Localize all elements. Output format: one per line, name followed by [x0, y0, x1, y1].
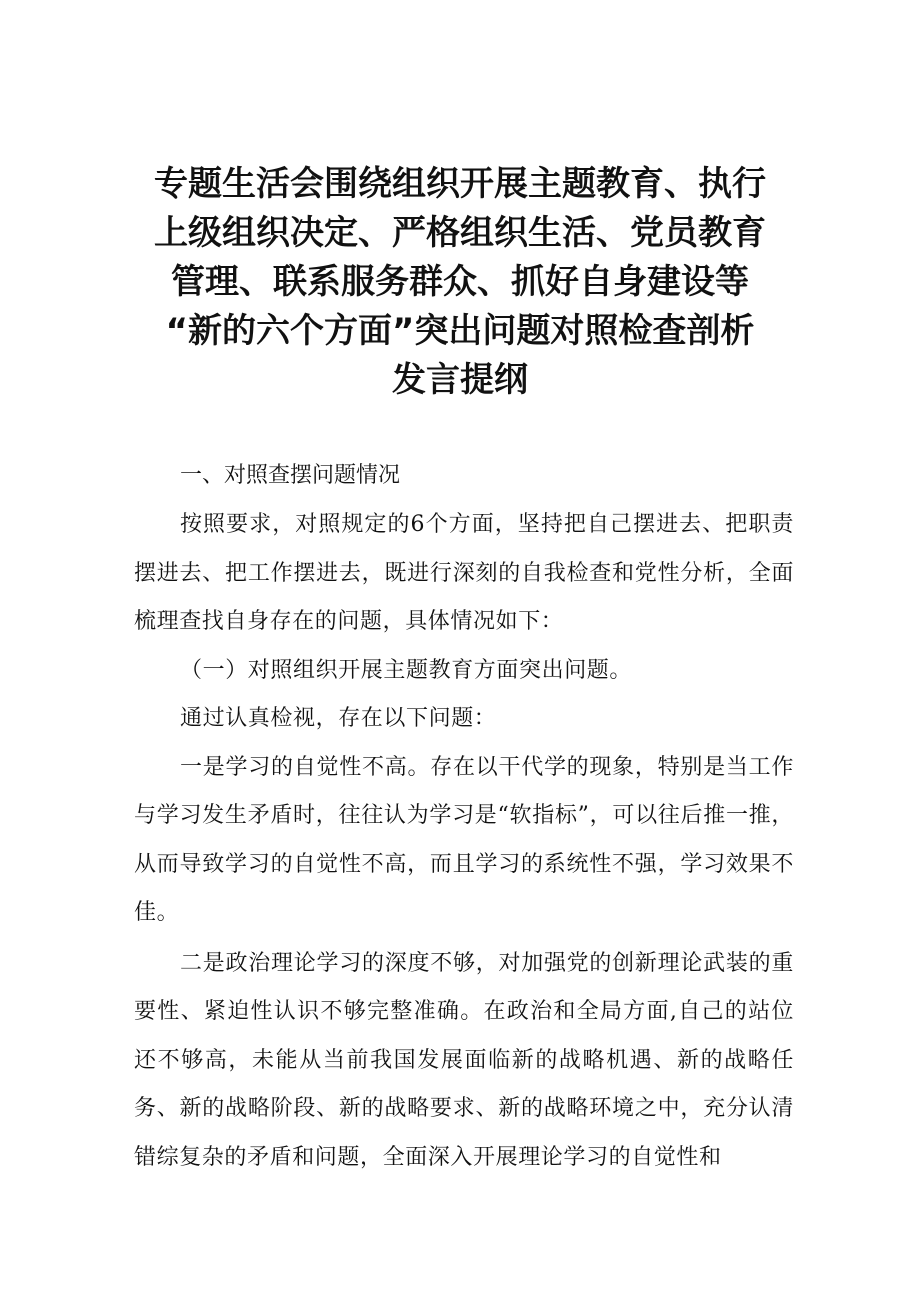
intro-paragraph: 按照要求，对照规定的6个方面，坚持把自己摆进去、把职责摆进去、把工作摆进去，既进行深刻的自我检查和党性分析，全面梳理查找自身存在的问题，具体情况如下：	[134, 512, 794, 634]
title-line-2: 上级组织决定、严格组织生活、党员教育	[154, 213, 766, 253]
lead-in-paragraph: 通过认真检视，存在以下问题：	[180, 706, 497, 731]
document-title	[120, 160, 800, 405]
subsection-heading: （一）对照组织开展主题教育方面突出问题。	[180, 657, 633, 683]
title-line-1: 专题生活会围绕组织开展主题教育、执行	[154, 164, 766, 204]
point-two-paragraph: 二是政治理论学习的深度不够，对加强党的创新理论武装的重要性、紧迫性认识不够完整准确。在政治和全局方面,自己的站位还不够高，未能从当前我国发展面临新的战略机遇、新的战略任务、新的战略阶段、新的战略要求、新的战略环境之中，充分认清错综复杂的矛盾和问题，全面深入开展理论学习的自觉性和	[134, 950, 794, 1170]
title-line-5: 发言提纲	[392, 360, 528, 400]
section-heading: 一、对照查摆问题情况	[180, 463, 401, 488]
title-line-3: 管理、联系服务群众、抓好自身建设等	[171, 262, 749, 302]
title-line-4: “新的六个方面”突出问题对照检查剖析	[165, 311, 755, 351]
document-body	[134, 452, 794, 1182]
point-one-paragraph: 一是学习的自觉性不高。存在以干代学的现象，特别是当工作与学习发生矛盾时，往往认为学习是“软指标”，可以往后推一推，从而导致学习的自觉性不高，而且学习的系统性不强，学习效果不佳。	[134, 754, 794, 925]
